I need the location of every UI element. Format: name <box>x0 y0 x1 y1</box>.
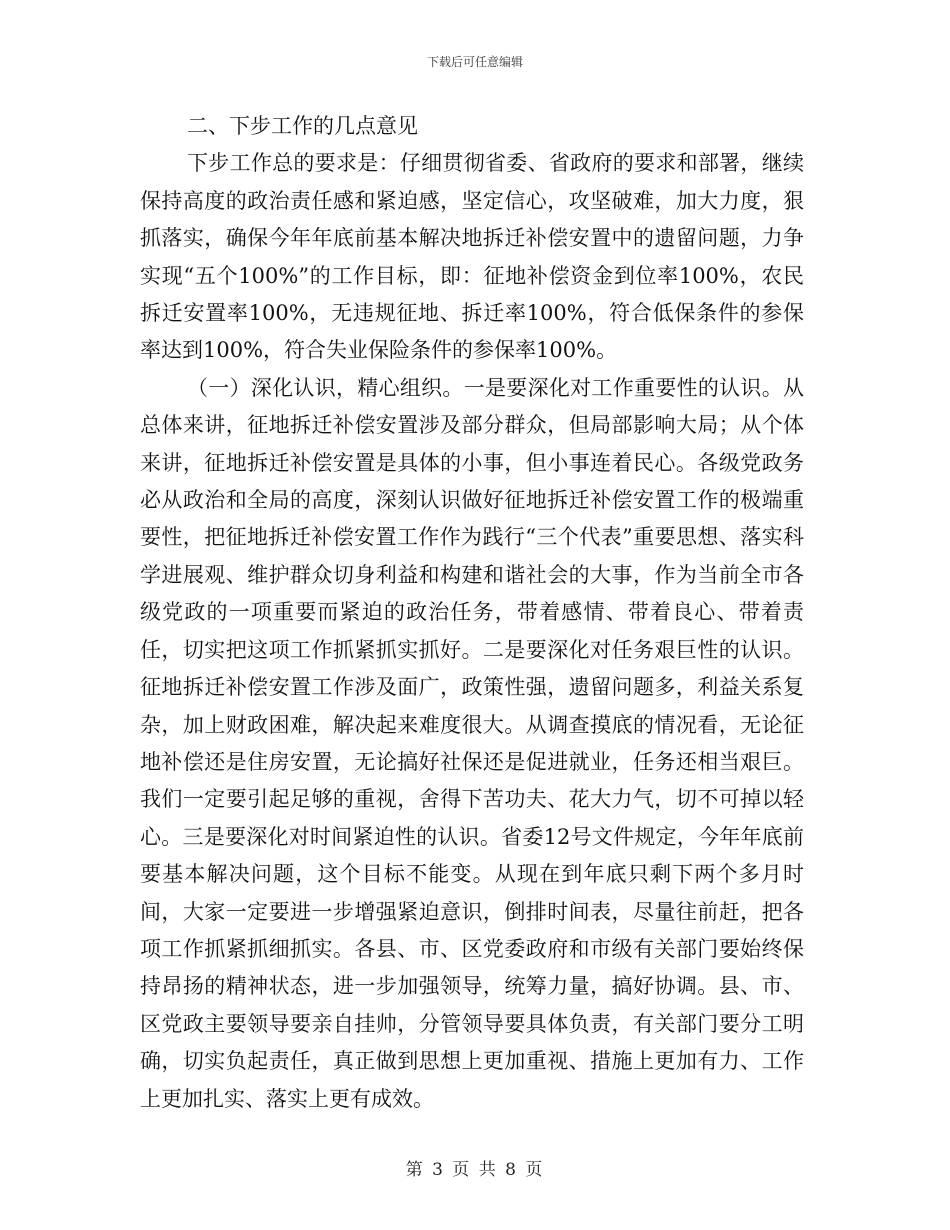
header-note: 下载后可任意编辑 <box>426 55 523 69</box>
section-heading: 二、下步工作的几点意见 <box>187 114 418 138</box>
paragraph-requirements: 下步工作总的要求是：仔细贯彻省委、省政府的要求和部署，继续保持高度的政治责任感和紧迫感，坚定信心，攻坚破难，加大力度，狠抓落实，确保今年年底前基本解决地拆迁补偿安置中的遗留问题，力争实现“五个100%”的工作目标，即：征地补偿资金到位率100%，农民拆迁安置率100%，无违规征地、拆迁率100%，符合低保条件的参保率达到100%，符合失业保险条件的参保率100%。 <box>140 151 804 363</box>
document-body <box>140 108 804 1118</box>
paragraph-deepen-understanding: （一）深化认识，精心组织。一是要深化对工作重要性的认识。从总体来讲，征地拆迁补偿安置涉及部分群众，但局部影响大局；从个体来讲，征地拆迁补偿安置是具体的小事，但小事连着民心。各级党政务必从政治和全局的高度，深刻认识做好征地拆迁补偿安置工作的极端重要性，把征地拆迁补偿安置工作作为践行“三个代表”重要思想、落实科学进展观、维护群众切身利益和构建和谐社会的大事，作为当前全市各级党政的一项重要而紧迫的政治任务，带着感情、带着良心、带着责任，切实把这项工作抓紧抓实抓好。二是要深化对任务艰巨性的认识。征地拆迁补偿安置工作涉及面广，政策性强，遗留问题多，利益关系复杂，加上财政困难，解决起来难度很大。从调查摸底的情况看，无论征地补偿还是住房安置，无论搞好社保还是促进就业，任务还相当艰巨。我们一定要引起足够的重视，舍得下苦功夫、花大力气，切不可掉以轻心。三是要深化对时间紧迫性的认识。省委12号文件规定，今年年底前要基本解决问题，这个目标不能变。从现在到年底只剩下两个多月时间，大家一定要进一步增强紧迫意识，倒排时间表，尽量往前赶，把各项工作抓紧抓细抓实。各县、市、区党委政府和市级有关部门要始终保持昂扬的精神状态，进一步加强领导，统筹力量，搞好协调。县、市、区党政主要领导要亲自挂帅，分管领导要具体负责，有关部门要分工明确，切实负起责任，真正做到思想上更加重视、措施上更加有力、工作上更加扎实、落实上更有成效。 <box>140 375 804 1111</box>
page-number-footer: 第 3 页 共 8 页 <box>405 1160 545 1180</box>
